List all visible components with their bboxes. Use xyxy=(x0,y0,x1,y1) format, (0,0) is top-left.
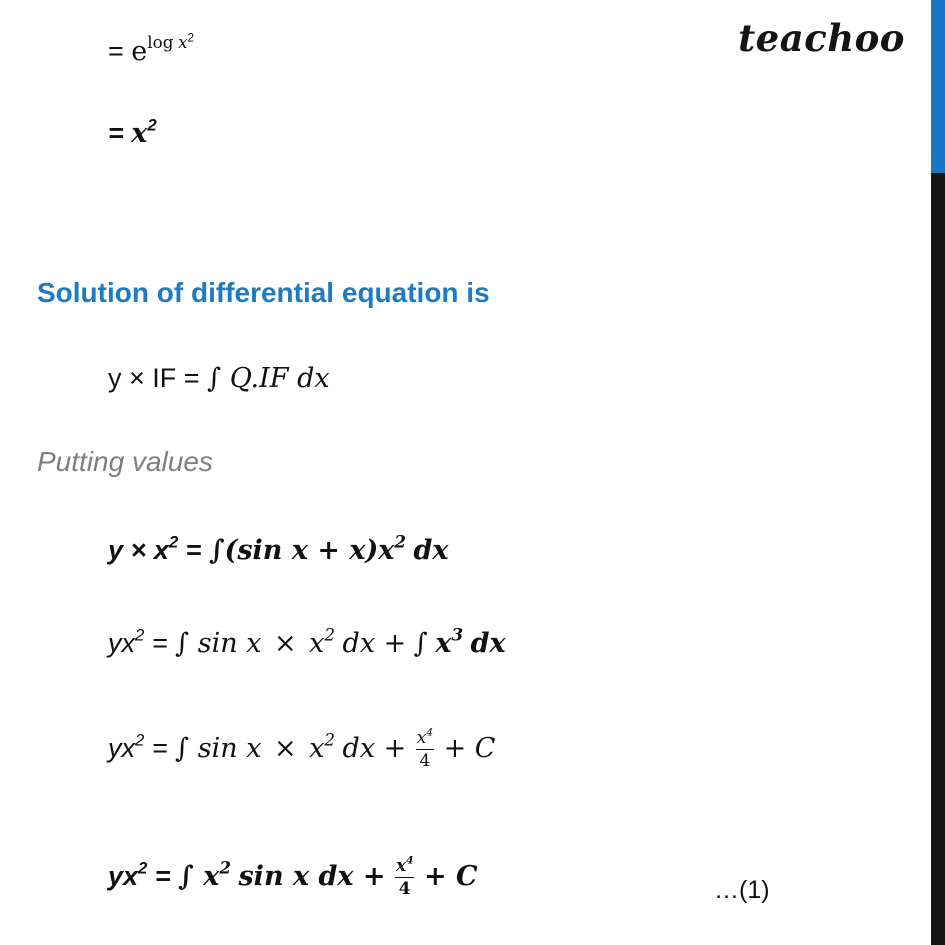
equals-sign: = xyxy=(151,628,168,658)
dx-plus: dx + xyxy=(342,733,407,765)
log-text: log xyxy=(147,32,174,53)
equals-sign: = xyxy=(185,535,202,565)
exponent: 2 xyxy=(135,625,145,645)
denominator: 4 xyxy=(419,751,431,771)
lhs-yx: yx xyxy=(108,628,135,658)
exponent: 2 xyxy=(135,730,145,750)
dx-plus: dx + xyxy=(342,628,407,659)
dx: dx xyxy=(413,535,449,566)
sin-x-dx-plus: sin x dx + xyxy=(238,861,386,893)
plus-constant: + C xyxy=(423,861,478,893)
scrollbar-thumb[interactable] xyxy=(931,0,945,173)
exponent: 3 xyxy=(451,624,464,645)
exponent: 2 xyxy=(147,115,157,135)
exponent: 4 xyxy=(426,726,434,739)
exponent: 2 xyxy=(219,857,231,878)
integral-q-if: ∫ Q.IF dx xyxy=(207,363,330,394)
equation-reference-1: …(1) xyxy=(714,876,770,904)
lhs-yx: yx xyxy=(108,861,139,892)
denominator: 4 xyxy=(398,879,411,899)
section-heading: Solution of differential equation is xyxy=(37,277,490,308)
exponent: 2 xyxy=(187,31,195,45)
fraction-x4-over-4 xyxy=(395,854,414,899)
equation-integrated-x-cubed xyxy=(108,726,496,771)
equation-e-power-log xyxy=(108,31,195,67)
integral-expression: ∫(sin x + x)x xyxy=(208,535,395,566)
lhs-yx: yx xyxy=(108,733,135,764)
equation-final-1 xyxy=(108,854,478,899)
variable-x: x xyxy=(131,118,148,149)
equation-general-solution xyxy=(108,365,330,392)
equals-sign: = xyxy=(108,36,124,66)
equation-x-squared xyxy=(108,115,157,149)
times-sign: × xyxy=(273,733,297,765)
teachoo-logo: teachoo xyxy=(738,16,905,60)
plus-constant: + C xyxy=(443,733,496,765)
fraction-x4-over-4 xyxy=(416,726,434,771)
numerator-x: x xyxy=(395,856,407,876)
exponent: 2 xyxy=(324,729,336,750)
numerator-x: x xyxy=(416,728,427,748)
exponent: 4 xyxy=(406,854,414,867)
scrollbar-track[interactable] xyxy=(931,0,945,945)
base-e: e xyxy=(131,36,148,67)
exponent: 2 xyxy=(138,858,148,878)
integral-x: ∫ x xyxy=(178,861,220,893)
lhs-y-times-if: y × IF = xyxy=(108,363,200,393)
exponent: 2 xyxy=(394,531,406,552)
integral-sin-x: ∫ sin x xyxy=(175,628,262,659)
variable-x: x xyxy=(435,628,452,659)
equation-substituted xyxy=(108,531,449,566)
equals-sign: = xyxy=(154,861,171,892)
dx: dx xyxy=(470,628,506,659)
lhs-y-times-x: y × x xyxy=(108,535,169,565)
exponent: 2 xyxy=(324,624,336,645)
times-sign: × xyxy=(273,628,297,659)
variable-x: x xyxy=(309,733,325,765)
variable-x: x xyxy=(178,32,188,53)
equals-sign: = xyxy=(151,733,168,764)
variable-x: x xyxy=(309,628,325,659)
exponent: 2 xyxy=(168,532,179,552)
equals-sign: = xyxy=(108,118,124,148)
integral-sign: ∫ xyxy=(413,628,428,659)
integral-sin-x: ∫ sin x xyxy=(175,733,262,765)
equation-split-integral xyxy=(108,624,506,659)
putting-values-note: Putting values xyxy=(37,446,213,477)
